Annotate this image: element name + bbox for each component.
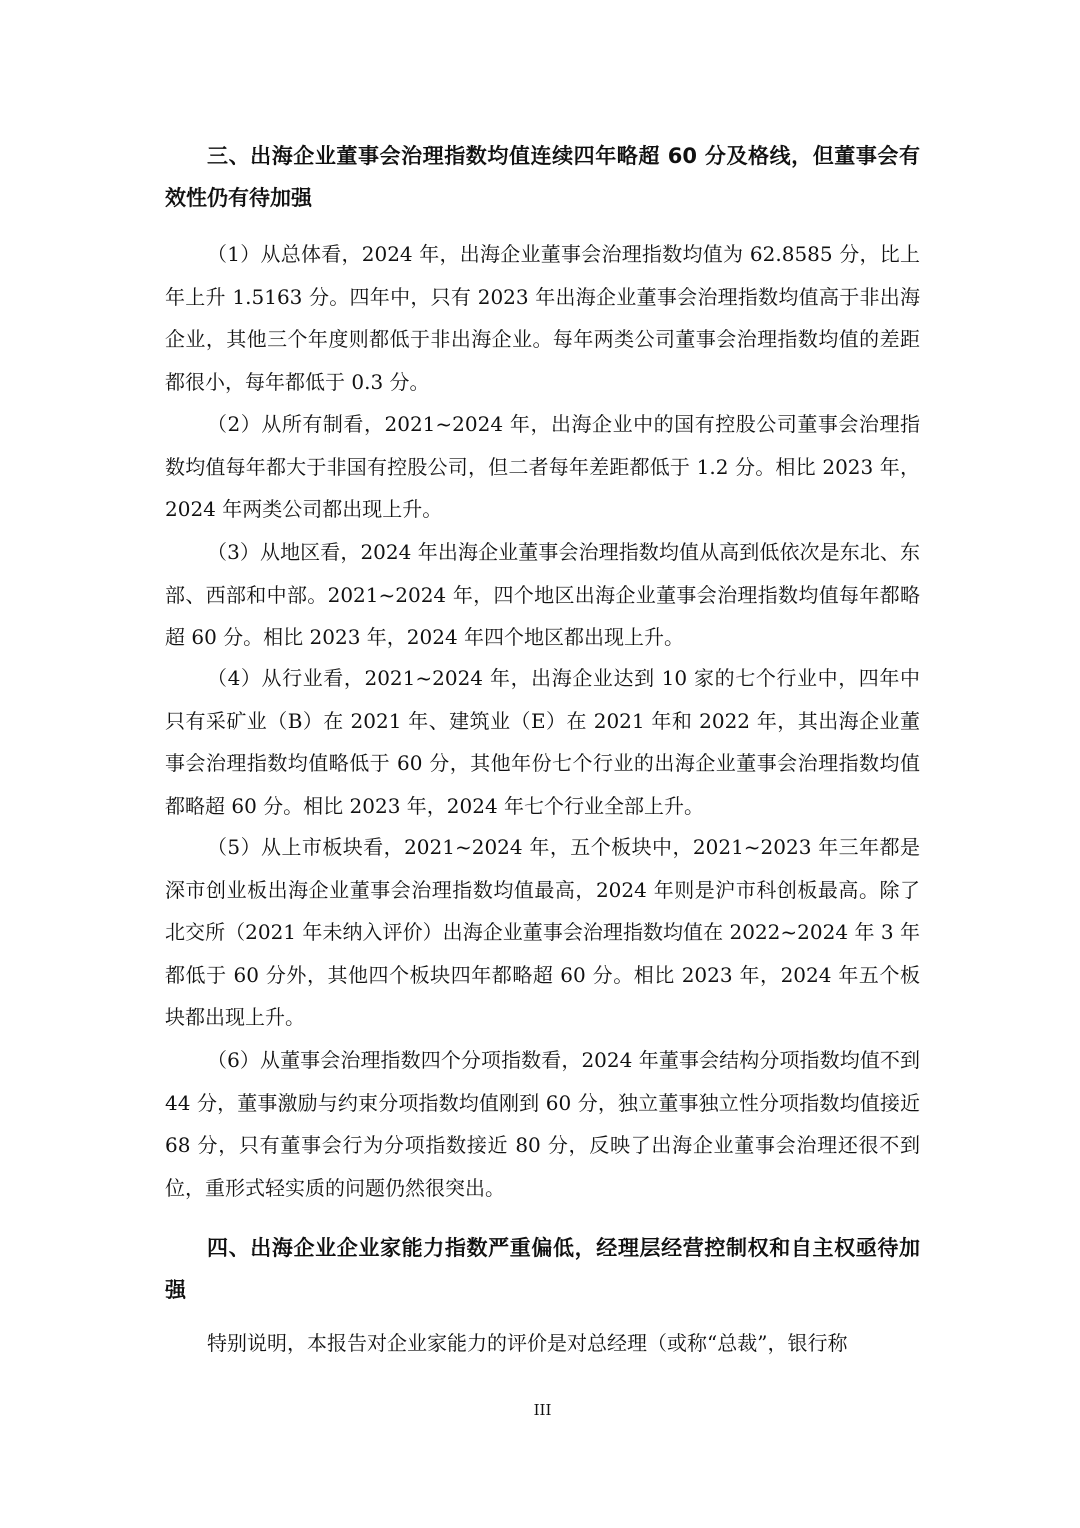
document-page <box>165 0 920 1528</box>
paragraph-overall: （1）从总体看，2024 年，出海企业董事会治理指数均值为 62.8585 分，比上年上升 1.5163 分。四年中，只有 2023 年出海企业董事会治理指数均值高于非出海企业，其他三个年度则都低于非出海企业。每年两类公司董事会治理指数均值的差距都很小，每年都低于 0.3 分。 <box>165 242 920 394</box>
paragraph-special-note: 特别说明，本报告对企业家能力的评价是对总经理（或称“总裁”，银行称 <box>207 1331 848 1355</box>
section-heading-4: 四、出海企业企业家能力指数严重偏低，经理层经营控制权和自主权亟待加强 <box>165 1236 920 1302</box>
page-number: III <box>533 1401 552 1419</box>
paragraph-sub-indices: （6）从董事会治理指数四个分项指数看，2024 年董事会结构分项指数均值不到 44 分，董事激励与约束分项指数均值刚到 60 分，独立董事独立性分项指数均值接近 68 分，只有董事会行为分项指数接近 80 分，反映了出海企业董事会治理还很不到位，重形式轻实质的问题仍然很突出。 <box>165 1048 920 1200</box>
paragraph-market-board: （5）从上市板块看，2021~2024 年，五个板块中，2021~2023 年三年都是深市创业板出海企业董事会治理指数均值最高，2024 年则是沪市科创板最高。除了北交所（2021 年未纳入评价）出海企业董事会治理指数均值在 2022~2024 年 3 年都低于 60 分外，其他四个板块四年都略超 60 分。相比 2023 年，2024 年五个板块都出现上升。 <box>165 835 920 1029</box>
section-heading-3: 三、出海企业董事会治理指数均值连续四年略超 60 分及格线，但董事会有效性仍有待加强 <box>165 144 920 210</box>
paragraph-industry: （4）从行业看，2021~2024 年，出海企业达到 10 家的七个行业中，四年中只有采矿业（B）在 2021 年、建筑业（E）在 2021 年和 2022 年，其出海企业董事会治理指数均值略低于 60 分，其他年份七个行业的出海企业董事会治理指数均值都略超 60 分。相比 2023 年，2024 年七个行业全部上升。 <box>165 666 920 818</box>
paragraph-ownership: （2）从所有制看，2021~2024 年，出海企业中的国有控股公司董事会治理指数均值每年都大于非国有控股公司，但二者每年差距都低于 1.2 分。相比 2023 年，2024 年两类公司都出现上升。 <box>165 412 920 521</box>
paragraph-region: （3）从地区看，2024 年出海企业董事会治理指数均值从高到低依次是东北、东部、西部和中部。2021~2024 年，四个地区出海企业董事会治理指数均值每年都略超 60 分。相比 2023 年，2024 年四个地区都出现上升。 <box>165 540 920 649</box>
